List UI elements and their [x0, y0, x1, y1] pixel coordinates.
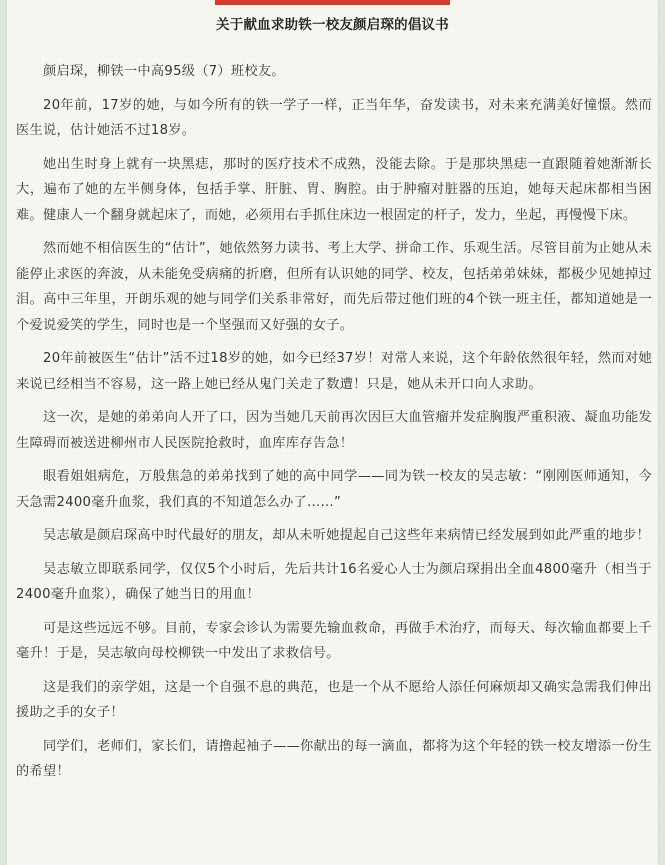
paragraph: 颜启琛，柳铁一中高95级（7）班校友。	[43, 64, 285, 79]
paragraph: 吴志敏是颜启琛高中时代最好的朋友，却从未听她提起自己这些年来病情已经发展到如此严重的地步！	[43, 528, 650, 543]
paragraph: 这一次，是她的弟弟向人开了口，因为当她几天前再次因巨大血管瘤并发症胸腹严重积液、凝血功能发生障碍而被送进柳州市人民医院抢救时，血库库存告急！	[16, 410, 652, 451]
paragraph: 可是这些远远不够。目前，专家会诊认为需要先输血救命，再做手术治疗，而每天、每次输血都要上千毫升！于是，吴志敏向母校柳铁一中发出了求救信号。	[16, 620, 652, 661]
title-accent-bar	[215, 0, 450, 5]
paragraph: 眼看姐姐病危，万般焦急的弟弟找到了她的高中同学——同为铁一校友的吴志敏：“刚刚医师通知，今天急需2400毫升血浆，我们真的不知道怎么办了……”	[16, 469, 652, 510]
paragraph: 20年前，17岁的她，与如今所有的铁一学子一样，正当年华，奋发读书，对未来充满美好憧憬。然而医生说，估计她活不过18岁。	[16, 97, 652, 138]
paragraph: 这是我们的亲学姐，这是一个自强不息的典范，也是一个从不愿给人添任何麻烦却又确实急需我们伸出援助之手的女子！	[16, 679, 652, 720]
paragraph: 然而她不相信医生的“估计”，她依然努力读书、考上大学、拼命工作、乐观生活。尽管目前为止她从未能停止求医的奔波，从未能免受病痛的折磨，但所有认识她的同学、校友，包括弟弟妹妹，都极少见她掉过泪。高中三年里，开朗乐观的她与同学们关系非常好，而先后带过他们班的4个铁一班主任，都知道她是一个爱说爱笑的学生，同时也是一个坚强而又好强的女子。	[16, 241, 652, 333]
paragraph: 吴志敏立即联系同学，仅仅5个小时后，先后共计16名爱心人士为颜启琛捐出全血4800毫升（相当于2400毫升血浆），确保了她当日的用血！	[16, 561, 652, 602]
article-body	[16, 59, 652, 793]
paragraph: 她出生时身上就有一块黑痣，那时的医疗技术不成熟，没能去除。于是那块黑痣一直跟随着她渐渐长大，遍布了她的左半侧身体，包括手掌、肝脏、胃、胸腔。由于肿瘤对脏器的压迫，她每天起床都相当困难。健康人一个翻身就起床了，而她，必须用右手抓住床边一根固定的杆子，发力，坐起，再慢慢下床。	[16, 156, 652, 223]
paragraph: 同学们，老师们，家长们，请撸起袖子——你献出的每一滴血，都将为这个年轻的铁一校友增添一份生的希望！	[16, 738, 652, 779]
article-title: 关于献血求助铁一校友颜启琛的倡议书	[216, 17, 449, 33]
paragraph: 20年前被医生“估计”活不过18岁的她，如今已经37岁！对常人来说，这个年龄依然很年轻，然而对她来说已经相当不容易，这一路上她已经从鬼门关走了数遭！只是，她从未开口向人求助。	[16, 351, 652, 392]
